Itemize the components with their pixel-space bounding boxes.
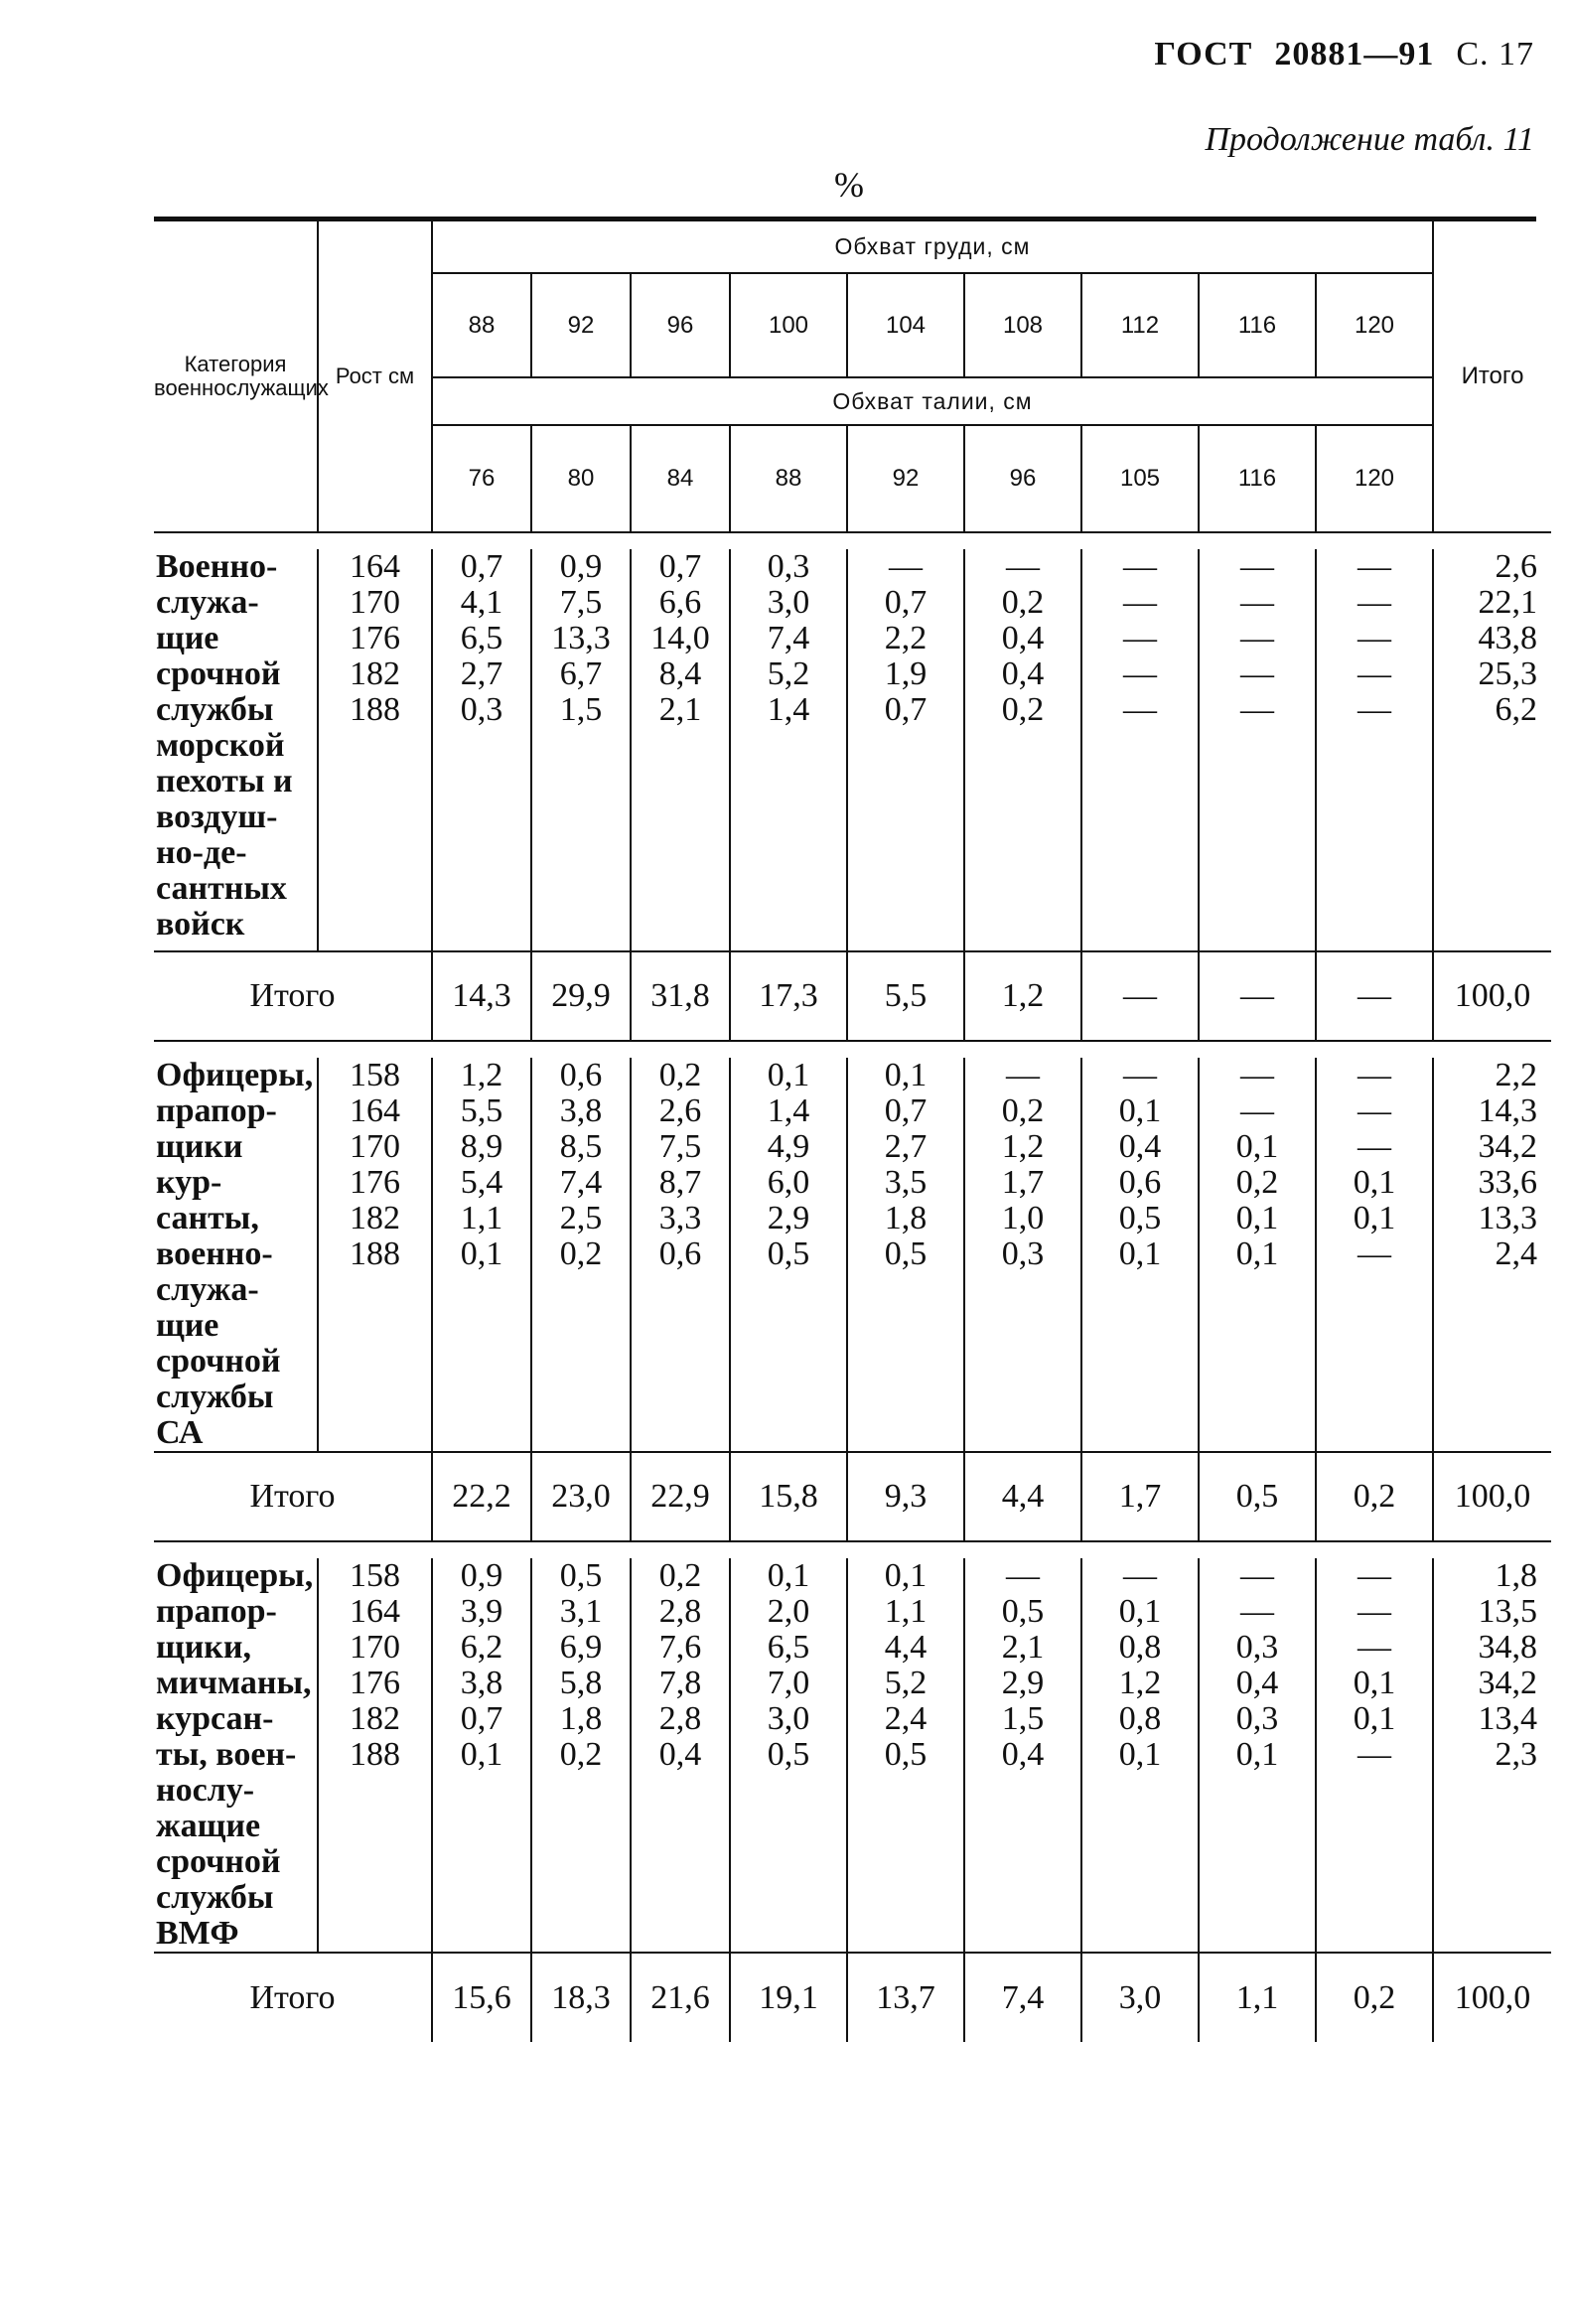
sum-value: —: [1316, 951, 1433, 1041]
value-column-cell: — — 0,3 0,4 0,3 0,1: [1199, 1558, 1316, 1953]
waist-value: 96: [964, 425, 1081, 532]
chest-value: 100: [730, 273, 847, 377]
unit-label: %: [834, 165, 864, 205]
value-column-cell: 0,1 0,7 2,7 3,5 1,8 0,5: [847, 1058, 964, 1452]
gost-label: ГОСТ: [1154, 36, 1253, 73]
chest-value: 116: [1199, 273, 1316, 377]
waist-value: 105: [1081, 425, 1199, 532]
chest-header: Обхват груди, см: [432, 221, 1433, 273]
waist-value: 120: [1316, 425, 1433, 532]
value-column-cell: — 0,7 2,2 1,9 0,7: [847, 549, 964, 951]
sum-value: 21,6: [631, 1953, 730, 2042]
category-header: Категория военнослужащих: [154, 352, 329, 400]
value-column-cell: 0,1 1,4 4,9 6,0 2,9 0,5: [730, 1058, 847, 1452]
waist-value: 88: [730, 425, 847, 532]
separator-cell: [154, 1541, 1551, 1558]
waist-value: 76: [432, 425, 531, 532]
value-column-cell: — 0,1 0,8 1,2 0,8 0,1: [1081, 1558, 1199, 1953]
value-column-cell: — — — — —: [1081, 549, 1199, 951]
chest-value: 88: [432, 273, 531, 377]
row-totals-cell: 1,8 13,5 34,8 34,2 13,4 2,3: [1433, 1558, 1551, 1953]
sum-value: 9,3: [847, 1452, 964, 1541]
value-column-cell: 0,9 3,9 6,2 3,8 0,7 0,1: [432, 1558, 531, 1953]
value-column-cell: — 0,1 0,4 0,6 0,5 0,1: [1081, 1058, 1199, 1452]
chest-value: 104: [847, 273, 964, 377]
sum-value: 22,9: [631, 1452, 730, 1541]
waist-header: Обхват талии, см: [432, 377, 1433, 425]
value-column-cell: 0,1 1,1 4,4 5,2 2,4 0,5: [847, 1558, 964, 1953]
value-column-cell: 0,2 2,8 7,6 7,8 2,8 0,4: [631, 1558, 730, 1953]
group-separator: [154, 532, 1551, 549]
chest-value: 112: [1081, 273, 1199, 377]
group-sum-row: [154, 1953, 1551, 2042]
value-column-cell: — — — 0,1 0,1 —: [1316, 1558, 1433, 1953]
waist-value: 92: [847, 425, 964, 532]
sum-value: 4,4: [964, 1452, 1081, 1541]
sum-value: 14,3: [432, 951, 531, 1041]
group-data-row: [154, 1058, 1551, 1452]
heights-cell: 158 164 170 176 182 188: [318, 1558, 432, 1953]
sum-value: 0,5: [1199, 1452, 1316, 1541]
page-header: [1132, 36, 1534, 73]
category-cell: Офицеры, прапор- щики, мичманы, курсан- ты, воен- нослу- жащие срочной службы ВМФ: [156, 1557, 314, 1952]
sum-value: 100,0: [1433, 1953, 1551, 2042]
heights-cell: 164 170 176 182 188: [318, 549, 432, 951]
sum-value: 1,2: [964, 951, 1081, 1041]
sum-value: —: [1081, 951, 1199, 1041]
separator-cell: [154, 1041, 1551, 1058]
value-column-cell: 0,7 4,1 6,5 2,7 0,3: [432, 549, 531, 951]
chest-value: 92: [531, 273, 631, 377]
sum-value: 29,9: [531, 951, 631, 1041]
row-totals-cell: 2,2 14,3 34,2 33,6 13,3 2,4: [1433, 1058, 1551, 1452]
page-number: С. 17: [1456, 36, 1534, 73]
sum-value: 19,1: [730, 1953, 847, 2042]
sum-value: 22,2: [432, 1452, 531, 1541]
table-body: [154, 532, 1551, 2042]
row-totals-cell: 2,6 22,1 43,8 25,3 6,2: [1433, 549, 1551, 951]
group-separator: [154, 1541, 1551, 1558]
size-distribution-table: [154, 217, 1536, 2042]
heights-cell: 158 164 170 176 182 188: [318, 1058, 432, 1452]
value-column-cell: — 0,2 1,2 1,7 1,0 0,3: [964, 1058, 1081, 1452]
sum-label: Итого: [154, 1953, 432, 2042]
value-column-cell: — — — — —: [1199, 549, 1316, 951]
chest-value: 120: [1316, 273, 1433, 377]
sum-value: 3,0: [1081, 1953, 1199, 2042]
value-column-cell: — — 0,1 0,2 0,1 0,1: [1199, 1058, 1316, 1452]
group-data-row: [154, 549, 1551, 951]
sum-value: 15,6: [432, 1953, 531, 2042]
chest-value: 108: [964, 273, 1081, 377]
value-column-cell: 0,7 6,6 14,0 8,4 2,1: [631, 549, 730, 951]
sum-value: —: [1199, 951, 1316, 1041]
gost-number: 20881—91: [1274, 36, 1435, 73]
value-column-cell: 0,1 2,0 6,5 7,0 3,0 0,5: [730, 1558, 847, 1953]
table-continuation: Продолжение табл. 11: [1205, 121, 1534, 158]
sum-value: 31,8: [631, 951, 730, 1041]
sum-value: 23,0: [531, 1452, 631, 1541]
sum-value: 13,7: [847, 1953, 964, 2042]
waist-value: 80: [531, 425, 631, 532]
separator-cell: [154, 532, 1551, 549]
value-column-cell: — 0,5 2,1 2,9 1,5 0,4: [964, 1558, 1081, 1953]
sum-label: Итого: [154, 951, 432, 1041]
value-column-cell: 0,2 2,6 7,5 8,7 3,3 0,6: [631, 1058, 730, 1452]
sum-value: 100,0: [1433, 951, 1551, 1041]
value-column-cell: 0,3 3,0 7,4 5,2 1,4: [730, 549, 847, 951]
sum-value: 17,3: [730, 951, 847, 1041]
height-header: Рост см: [318, 221, 432, 532]
waist-value: 84: [631, 425, 730, 532]
value-column-cell: 0,9 7,5 13,3 6,7 1,5: [531, 549, 631, 951]
group-sum-row: [154, 1452, 1551, 1541]
waist-value: 116: [1199, 425, 1316, 532]
sum-value: 5,5: [847, 951, 964, 1041]
category-cell: Военно- служа- щие срочной службы морской пехоты и воздуш- но-де- сантных войск: [156, 548, 293, 943]
sum-value: 100,0: [1433, 1452, 1551, 1541]
value-column-cell: — — — 0,1 0,1 —: [1316, 1058, 1433, 1452]
group-separator: [154, 1041, 1551, 1058]
group-data-row: [154, 1558, 1551, 1953]
group-sum-row: [154, 951, 1551, 1041]
sum-value: 15,8: [730, 1452, 847, 1541]
value-column-cell: 0,6 3,8 8,5 7,4 2,5 0,2: [531, 1058, 631, 1452]
value-column-cell: — — — — —: [1316, 549, 1433, 951]
category-cell: Офицеры, прапор- щики кур- санты, военно- служа- щие срочной службы СА: [156, 1057, 314, 1451]
sum-value: 18,3: [531, 1953, 631, 2042]
value-column-cell: — 0,2 0,4 0,4 0,2: [964, 549, 1081, 951]
sum-value: 1,1: [1199, 1953, 1316, 2042]
sum-label: Итого: [154, 1452, 432, 1541]
sum-value: 0,2: [1316, 1953, 1433, 2042]
value-column-cell: 0,5 3,1 6,9 5,8 1,8 0,2: [531, 1558, 631, 1953]
sum-value: 7,4: [964, 1953, 1081, 2042]
sum-value: 1,7: [1081, 1452, 1199, 1541]
chest-value: 96: [631, 273, 730, 377]
table-grid: [154, 221, 1551, 2042]
sum-value: 0,2: [1316, 1452, 1433, 1541]
total-header: Итого: [1433, 221, 1551, 532]
value-column-cell: 1,2 5,5 8,9 5,4 1,1 0,1: [432, 1058, 531, 1452]
